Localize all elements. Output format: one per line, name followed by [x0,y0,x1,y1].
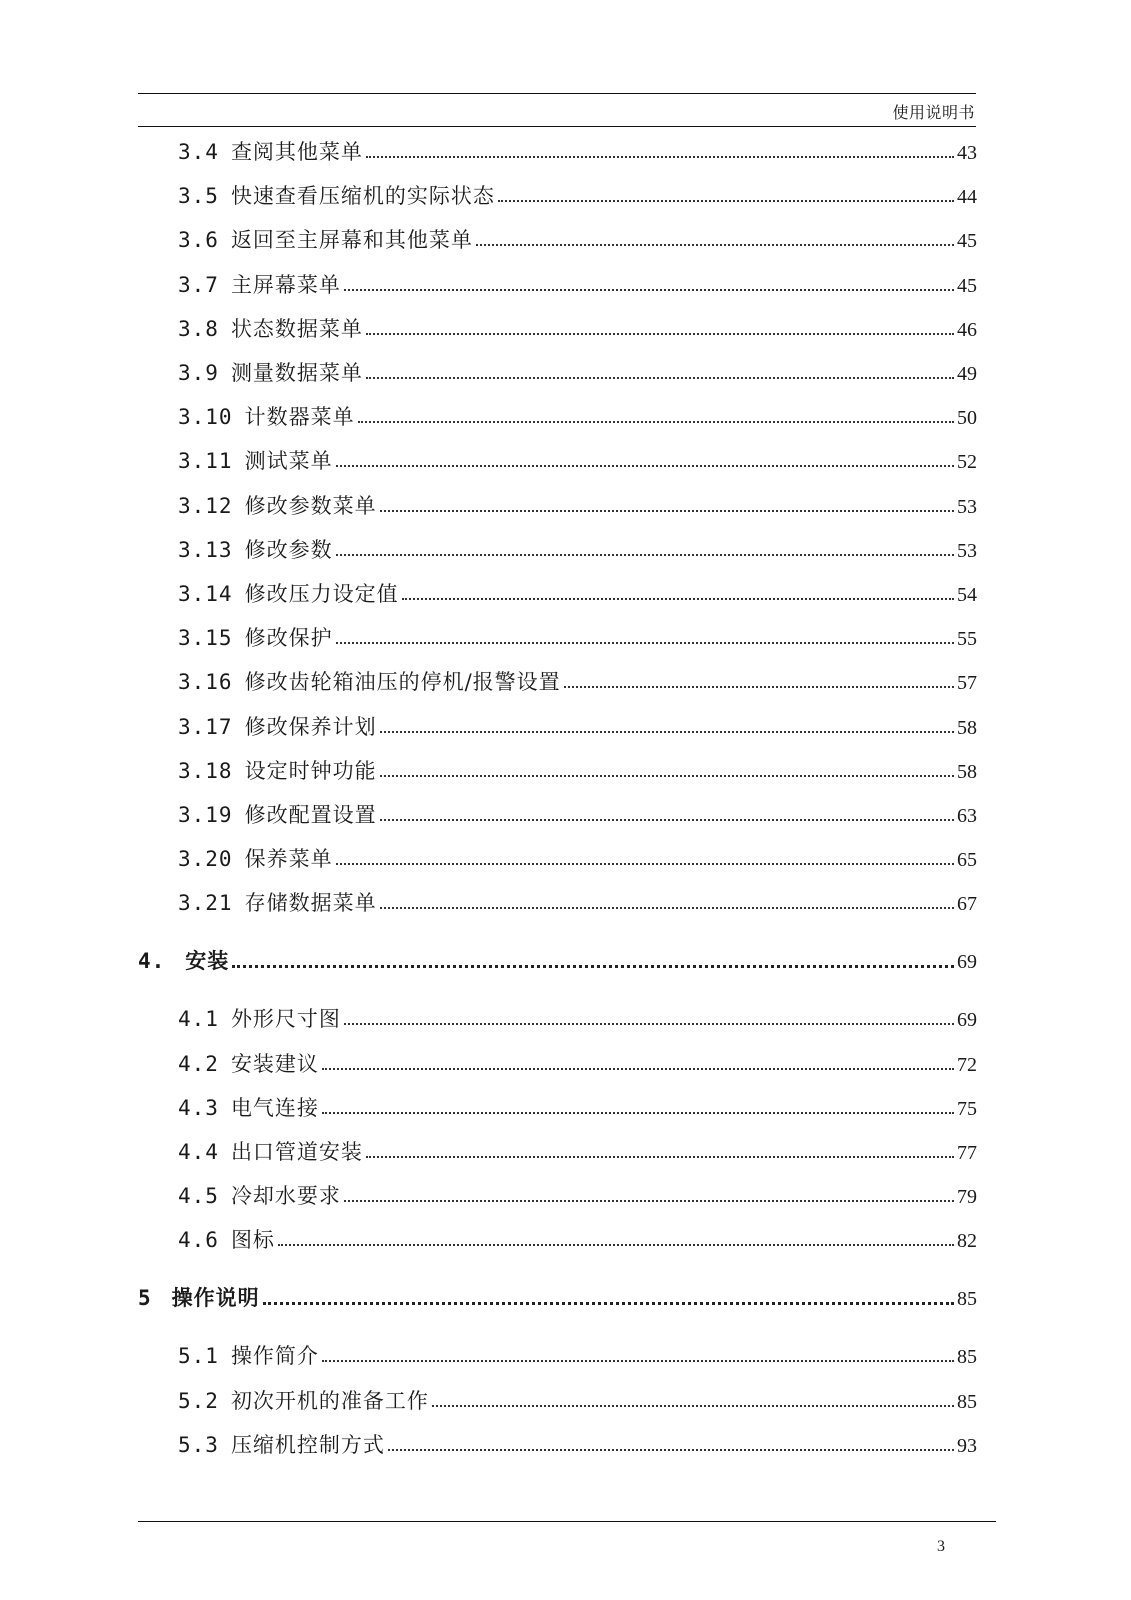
toc-entry-title: 安装建议 [230,1051,319,1076]
toc-entry-title: 测量数据菜单 [230,361,363,385]
toc-entry-number: 3.11 [178,449,233,474]
toc-subsection-entry[interactable] [178,1092,977,1122]
toc-entry-title: 初次开机的准备工作 [230,1388,429,1413]
header-bottom-rule [138,126,976,127]
toc-dot-leader [402,598,954,600]
toc-entry-page: 52 [957,451,977,474]
toc-subsection-entry[interactable] [178,1224,977,1254]
toc-section-entry[interactable] [138,945,977,975]
toc-subsection-entry[interactable] [178,224,977,254]
toc-entry-page: 77 [957,1142,977,1164]
toc-entry-number: 3.13 [178,537,233,562]
toc-entry-title: 主屏幕菜单 [230,272,341,297]
toc-subsection-entry[interactable] [178,136,977,166]
toc-entry-page: 55 [957,628,977,651]
toc-entry-number: 3.21 [178,891,233,916]
toc-entry-number: 5.2 [178,1388,219,1413]
toc-entry-title: 保养菜单 [244,847,333,872]
toc-dot-leader [336,465,954,467]
toc-dot-leader [432,1405,954,1407]
toc-entry-title: 外形尺寸图 [230,1007,341,1032]
toc-entry-number: 3.10 [178,405,233,430]
toc-dot-leader [388,1449,954,1451]
toc-subsection-entry[interactable] [178,313,977,343]
toc-entry-number: 3.12 [178,493,233,518]
toc-entry-title: 修改保护 [244,626,333,651]
toc-subsection-entry[interactable] [178,180,977,210]
toc-dot-leader [336,642,954,644]
footer-rule [138,1521,996,1522]
toc-dot-leader [263,1302,954,1305]
toc-dot-leader [564,686,954,688]
toc-subsection-entry[interactable] [178,622,977,652]
toc-dot-leader [380,510,954,512]
toc-entry-title: 返回至主屏幕和其他菜单 [230,228,473,253]
toc-entry-title: 修改配置设置 [244,803,377,827]
toc-dot-leader [380,907,954,909]
toc-entry-title: 安装 [185,948,230,974]
toc-dot-leader [380,819,954,821]
toc-entry-number: 4.5 [178,1184,219,1209]
toc-subsection-entry[interactable] [178,1340,977,1370]
toc-entry-page: 75 [957,1097,977,1120]
document-title: 使用说明书 [892,103,975,122]
toc-entry-number: 3.18 [178,758,233,783]
toc-dot-leader [380,731,954,733]
toc-subsection-entry[interactable] [178,445,977,475]
toc-subsection-entry[interactable] [178,578,977,608]
toc-subsection-entry[interactable] [178,1180,977,1210]
toc-subsection-entry[interactable] [178,755,977,785]
toc-entry-page: 44 [957,186,977,209]
toc-entry-title: 出口管道安装 [230,1140,363,1164]
toc-subsection-entry[interactable] [178,799,977,829]
toc-subsection-entry[interactable] [178,534,977,564]
toc-subsection-entry[interactable] [178,490,977,520]
toc-entry-title: 电气连接 [230,1095,319,1120]
toc-dot-leader [498,200,954,202]
toc-entry-number: 3.19 [178,803,233,827]
toc-entry-title: 修改压力设定值 [244,582,399,606]
toc-dot-leader [322,1112,954,1114]
toc-dot-leader [322,1068,954,1070]
toc-entry-page: 50 [957,407,977,430]
toc-entry-page: 45 [957,274,977,297]
toc-entry-number: 4.4 [178,1140,219,1164]
toc-entry-number: 3.7 [178,272,219,297]
toc-entry-number: 3.4 [178,140,219,164]
toc-dot-leader [336,863,954,865]
toc-entry-number: 4. [138,949,166,974]
toc-entry-number: 5.3 [178,1432,219,1457]
toc-entry-page: 82 [957,1230,977,1253]
toc-entry-title: 测试菜单 [244,449,333,474]
toc-dot-leader [476,244,954,246]
toc-entry-number: 3.20 [178,847,233,872]
toc-entry-title: 冷却水要求 [230,1184,341,1209]
toc-dot-leader [344,1023,954,1025]
toc-entry-page: 69 [957,951,977,974]
toc-entry-title: 设定时钟功能 [244,758,377,783]
toc-entry-page: 63 [957,805,977,827]
toc-entry-page: 85 [957,1390,977,1413]
toc-entry-page: 53 [957,539,977,562]
toc-entry-title: 修改参数 [244,537,333,562]
toc-entry-page: 79 [957,1186,977,1209]
toc-entry-number: 3.5 [178,184,219,209]
toc-entry-page: 46 [957,318,977,341]
toc-subsection-entry[interactable] [178,1003,977,1033]
toc-entry-number: 4.3 [178,1095,219,1120]
toc-dot-leader [366,1156,954,1158]
toc-entry-page: 69 [957,1009,977,1032]
toc-subsection-entry[interactable] [178,711,977,741]
page-number: 3 [937,1538,945,1555]
toc-entry-page: 57 [957,672,977,695]
toc-entry-title: 查阅其他菜单 [230,140,363,164]
toc-entry-number: 3.9 [178,361,219,385]
toc-subsection-entry[interactable] [178,666,977,696]
toc-entry-title: 修改齿轮箱油压的停机/报警设置 [244,670,561,695]
toc-dot-leader [278,1244,954,1246]
toc-entry-title: 操作简介 [230,1344,319,1369]
toc-dot-leader [366,377,954,379]
toc-entry-page: 45 [957,230,977,253]
toc-entry-number: 4.6 [178,1228,219,1253]
toc-entry-title: 快速查看压缩机的实际状态 [230,184,495,209]
toc-entry-number: 3.17 [178,714,233,739]
toc-entry-title: 计数器菜单 [244,405,355,430]
toc-entry-title: 状态数据菜单 [230,316,363,341]
toc-entry-number: 5 [138,1286,152,1311]
toc-entry-title: 修改保养计划 [244,714,377,739]
toc-entry-number: 3.8 [178,316,219,341]
toc-entry-number: 3.15 [178,626,233,651]
toc-section-entry[interactable] [138,1282,977,1312]
toc-subsection-entry[interactable] [178,1429,977,1459]
toc-entry-number: 4.2 [178,1051,219,1076]
toc-subsection-entry[interactable] [178,887,977,917]
toc-dot-leader [336,554,954,556]
toc-entry-page: 72 [957,1053,977,1076]
toc-entry-page: 85 [957,1288,977,1311]
toc-entry-number: 3.6 [178,228,219,253]
toc-subsection-entry[interactable] [178,269,977,299]
toc-dot-leader [358,421,954,423]
toc-entry-title: 存储数据菜单 [244,891,377,916]
toc-subsection-entry[interactable] [178,1048,977,1078]
toc-entry-title: 操作说明 [171,1285,260,1311]
toc-entry-page: 49 [957,363,977,385]
toc-dot-leader [322,1360,954,1362]
toc-dot-leader [344,1200,954,1202]
toc-dot-leader [380,775,954,777]
toc-entry-page: 54 [957,584,977,606]
toc-entry-title: 修改参数菜单 [244,493,377,518]
toc-entry-number: 5.1 [178,1344,219,1369]
toc-subsection-entry[interactable] [178,1136,977,1166]
toc-dot-leader [232,965,954,968]
toc-entry-title: 图标 [230,1228,275,1253]
toc-dot-leader [366,333,954,335]
toc-subsection-entry[interactable] [178,401,977,431]
toc-entry-number: 3.16 [178,670,233,695]
toc-subsection-entry[interactable] [178,843,977,873]
toc-entry-number: 3.14 [178,582,233,606]
toc-dot-leader [344,289,954,291]
toc-dot-leader [366,156,954,158]
toc-entry-page: 43 [957,142,977,164]
toc-entry-title: 压缩机控制方式 [230,1432,385,1457]
toc-entry-page: 85 [957,1346,977,1369]
toc-entry-page: 58 [957,716,977,739]
toc-entry-number: 4.1 [178,1007,219,1032]
toc-entry-page: 53 [957,495,977,518]
toc-entry-page: 67 [957,893,977,916]
toc-entry-page: 65 [957,849,977,872]
header-top-rule [138,93,976,94]
toc-entry-page: 93 [957,1434,977,1457]
toc-subsection-entry[interactable] [178,1385,977,1415]
toc-subsection-entry[interactable] [178,357,977,387]
toc-entry-page: 58 [957,760,977,783]
